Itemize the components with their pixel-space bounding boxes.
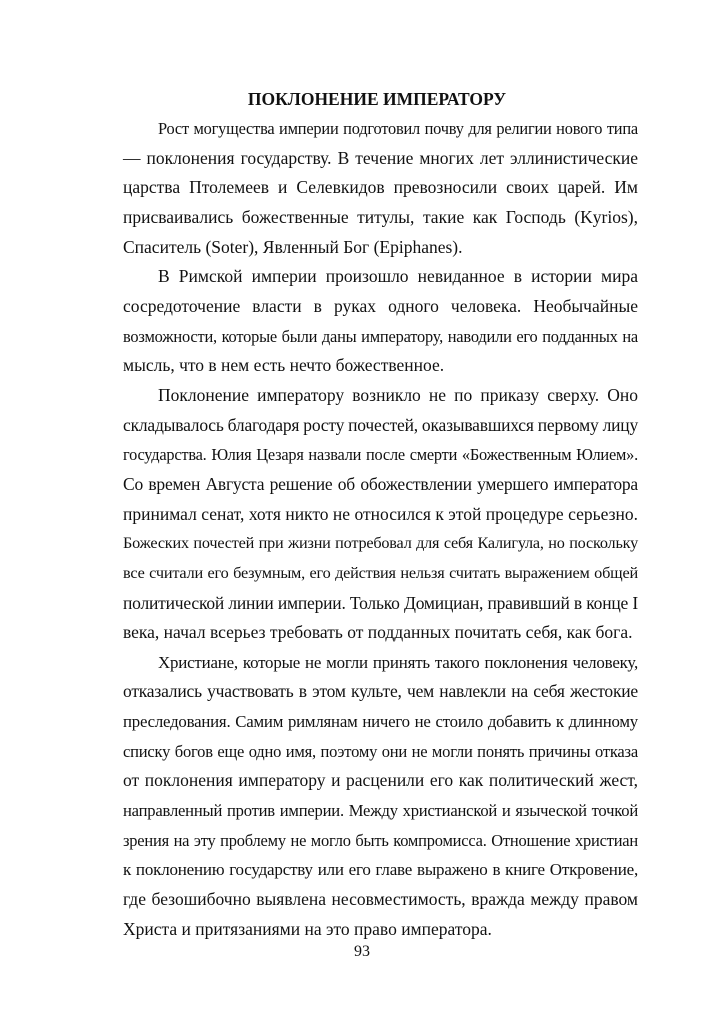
text-line: Со времен Августа решение об обожествлении умершего императора: [123, 473, 638, 494]
text-line: отказались участвовать в этом культе, чем навлекли на себя жестокие: [123, 681, 638, 702]
text-line: преследования. Самим римлянам ничего не стоило добавить к длинному: [123, 712, 638, 732]
text-line: сосредоточение власти в руках одного человека. Необычайные: [123, 295, 638, 316]
text-line: присваивались божественные титулы, такие как Господь (Kyrios),: [123, 206, 638, 227]
text-line: государства. Юлия Цезаря назвали после смерти «Божественным Юлием».: [123, 445, 638, 465]
body-text: [88, 114, 638, 944]
text-line: Божеских почестей при жизни потребовал для себя Калигула, но поскольку: [123, 534, 638, 553]
text-line: от поклонения императору и расценили его как политический жест,: [123, 770, 638, 791]
text-line: — поклонения государству. В течение многих лет эллинистические: [123, 147, 638, 168]
paragraph-4: [88, 648, 638, 945]
text-line: зрения на эту проблему не могло быть компромисса. Отношение христиан: [123, 830, 638, 850]
text-line: Поклонение императору возникло не по приказу сверху. Оно: [158, 384, 638, 405]
text-line: принимал сенат, хотя никто не относился к этой процедуре серьезно.: [123, 503, 638, 524]
text-line: царства Птолемеев и Селевкидов превозносили своих царей. Им: [123, 177, 638, 198]
text-line: направленный против империи. Между христианской и языческой точкой: [123, 801, 638, 821]
text-line: Спаситель (Soter), Явленный Бог (Epiphanes).: [123, 236, 463, 257]
text-line: возможности, которые были даны императору, наводили его подданных на: [123, 326, 638, 346]
text-line: века, начал всерьез требовать от подданных почитать себя, как бога.: [123, 622, 633, 643]
page-number: 93: [354, 943, 370, 960]
text-line: В Римской империи произошло невиданное в истории мира: [158, 266, 638, 287]
text-line: Христиане, которые не могли принять такого поклонения человеку,: [158, 652, 638, 672]
text-line: Христа и притязаниями на это право императора.: [123, 918, 492, 939]
text-line: политической линии империи. Только Домициан, правивший в конце I: [123, 592, 638, 613]
paragraph-3: [88, 381, 638, 648]
text-line: списку богов еще одно имя, поэтому они не могли понять причины отказа: [123, 741, 638, 761]
text-line: Рост могущества империи подготовил почву для религии нового типа: [158, 119, 638, 138]
text-line: мысль, что в нем есть нечто божественное.: [123, 355, 445, 376]
text-line: к поклонению государству или его главе выражено в книге Откровение,: [123, 860, 638, 880]
text-line: складывалось благодаря росту почестей, оказывавшихся первому лицу: [123, 414, 638, 435]
page-title: ПОКЛОНЕНИЕ ИМПЕРАТОРУ: [247, 89, 507, 109]
text-line: где безошибочно выявлена несовместимость, вражда между правом: [123, 889, 638, 910]
paragraph-1: [88, 114, 638, 262]
paragraph-2: [88, 262, 638, 381]
text-line: все считали его безумным, его действия нельзя считать выражением общей: [123, 563, 638, 582]
